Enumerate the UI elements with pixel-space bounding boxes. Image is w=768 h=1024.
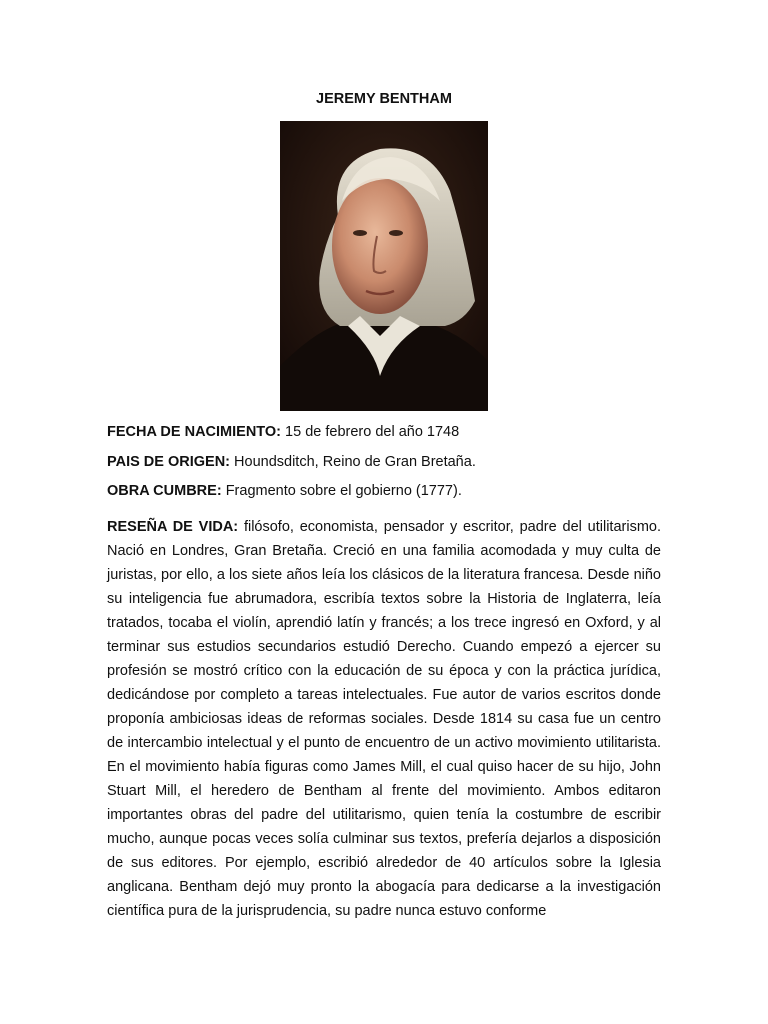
field-birthdate [107, 422, 667, 442]
info-fields [107, 422, 667, 511]
field-label: FECHA DE NACIMIENTO: [107, 424, 281, 440]
field-value: Houndsditch, Reino de Gran Bretaña. [234, 453, 476, 470]
field-value: Fragmento sobre el gobierno (1777). [225, 483, 462, 499]
bio-text: filósofo, economista, pensador y escritor, padre del utilitarismo. Nació en Londres, Gran Bretaña. Creció en una familia acomodada y muy culta de juristas, por ello, a los siete años leía los clásicos de la literatura francesa. Desde niño su inteligencia fue abrumadora, escribía textos sobre la Historia de Inglaterra, leía tratados, tocaba el violín, aprendió latín y francés; a los trece ingresó en Oxford, y al terminar sus estudios secundarios estudió Derecho. Cuando empezó a ejercer su profesión se mostró crítico con la educación de su época y con la práctica jurídica, dedicándose por completo a tareas intelectuales. Fue autor de varios escritos donde proponía ambiciosas ideas de reformas sociales. Desde 1814 su casa fue un centro de intercambio intelectual y el punto de encuentro de un activo movimiento utilitarista. En el movimiento había figuras como James Mill, el cual quiso hacer de su hijo, John Stuart Mill, el heredero de Bentham al frente del movimiento. Ambos editaron importantes obras del padre del utilitarismo, quien tenía la costumbre de escribir mucho, aunque pocas veces solía culminar sus textos, prefería dejarlos a disposición de sus editores. Por ejemplo, escribió alrededor de 40 artículos sobre la Iglesia anglicana. Bentham dejó muy pronto la abogacía para dedicarse a la investigación científica pura de la jurisprudencia, su padre nunca estuvo conforme [107, 519, 661, 919]
field-label: PAIS DE ORIGEN: [107, 453, 230, 470]
bio-label: RESEÑA DE VIDA: [107, 519, 239, 535]
portrait-illustration [280, 121, 488, 411]
field-value: 15 de febrero del año 1748 [285, 424, 460, 440]
field-main-work [107, 481, 667, 501]
field-origin [107, 452, 667, 472]
field-label: OBRA CUMBRE: [107, 483, 222, 499]
page-title: JEREMY BENTHAM [316, 91, 452, 107]
portrait-image [280, 121, 488, 411]
biography-paragraph [107, 515, 661, 923]
